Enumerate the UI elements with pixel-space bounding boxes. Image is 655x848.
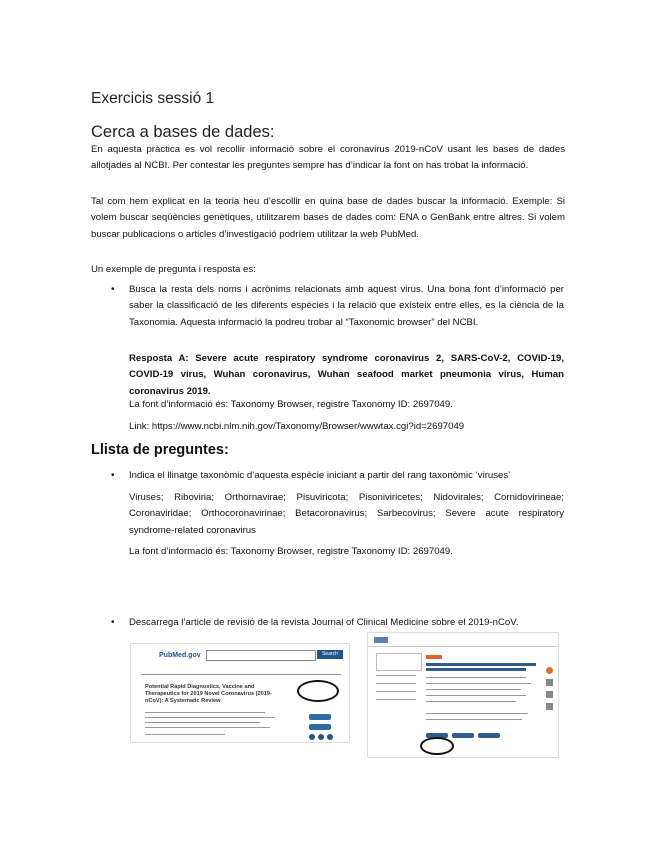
side-tool-icon[interactable] <box>546 703 553 710</box>
lineage-answer: Viruses; Riboviria; Orthornavirae; Pisuviricota; Pisoniviricetes; Nidovirales; Cornidovirineae; Coronaviridae; Orthocoronavirinae; Betacoronavirus; Sarbecovirus; Severe acute respiratory syndrome-related coronavirus <box>129 492 564 536</box>
bullet-icon: • <box>111 284 115 295</box>
journal-logo-icon <box>374 637 388 643</box>
open-access-icon <box>426 655 442 659</box>
circle-annotation <box>420 737 454 755</box>
pubmed-logo: PubMed.gov <box>159 652 201 659</box>
share-icon[interactable] <box>318 734 324 740</box>
example-answer: Resposta A: Severe acute respiratory syndrome coronavirus 2, SARS-CoV-2, COVID-19, COVID-19 virus, Wuhan coronavirus, Wuhan seafood market pneumonia virus, Human coronavirus 2019. <box>129 353 564 397</box>
article-title[interactable]: Potential Rapid Diagnostics, Vaccine and Therapeutics for 2019 Novel Coronavirus (2019-nCoV): A Systematic Review <box>145 684 272 704</box>
section-heading-questions: Llista de preguntes: <box>91 442 229 458</box>
circle-annotation <box>297 680 339 702</box>
side-tool-icon[interactable] <box>546 691 553 698</box>
lineage-source: La font d’informació és: Taxonomy Browser, registre Taxonomy ID: 2697049. <box>129 546 453 557</box>
journal-cover-icon <box>376 653 422 671</box>
explanation-paragraph: Tal com hem explicat en la teoria heu d’escollir en quina base de dades buscar la informació. Exemple: Si volem buscar seqüències genètiques, utilitzarem bases de dades com: ENA o GenBank entre altres. Si volem buscar publicacions o articles d’investigació podríem utilitzar la web PubMed. <box>91 196 565 240</box>
answer-link[interactable]: Link: https://www.ncbi.nlm.nih.gov/Taxonomy/Browser/wwwtax.cgi?id=2697049 <box>129 421 465 432</box>
section-heading-search: Cerca a bases de dades: <box>91 123 275 141</box>
side-tool-icon[interactable] <box>546 667 553 674</box>
pmc-link[interactable] <box>309 724 331 730</box>
page-title: Exercicis sessió 1 <box>91 90 215 107</box>
share-icon[interactable] <box>327 734 333 740</box>
side-tool-icon[interactable] <box>546 679 553 686</box>
full-text-link[interactable] <box>309 714 331 720</box>
question-download: Descarrega l’article de revisió de la revista Journal of Clinical Medicine sobre el 2019-nCoV. <box>129 617 519 628</box>
journal-screenshot <box>367 632 559 758</box>
browse-figures-button[interactable] <box>452 733 474 738</box>
example-intro: Un exemple de pregunta i resposta es: <box>91 264 256 275</box>
question-lineage: Indica el llinatge taxonòmic d’aquesta espècie iniciant a partir del rang taxonòmic ‘viruses’ <box>129 470 511 481</box>
citation-button[interactable] <box>478 733 500 738</box>
pubmed-screenshot <box>130 643 350 743</box>
bullet-icon: • <box>111 617 115 628</box>
intro-paragraph: En aquesta pràctica es vol recollir informació sobre el coronavirus 2019-nCoV usant les bases de dades allotjades al NCBI. Per contestar les preguntes sempre has d’indicar la font on has trobat la informació. <box>91 144 565 172</box>
search-input[interactable] <box>206 650 316 661</box>
example-question: Busca la resta dels noms i acrònims relacionats amb aquest virus. Una bona font d’informació per saber la classificació de les diferents espècies i la relació que existeix entre elles, es la ciència de la Taxonomia. Aquesta informació la podreu trobar al “Taxonomic browser” del NCBI. <box>129 284 564 328</box>
share-icon[interactable] <box>309 734 315 740</box>
bullet-icon: • <box>111 470 115 481</box>
answer-source: La font d’informació és: Taxonomy Browser, registre Taxonomy ID: 2697049. <box>129 399 453 410</box>
search-button[interactable]: Search <box>317 650 343 659</box>
